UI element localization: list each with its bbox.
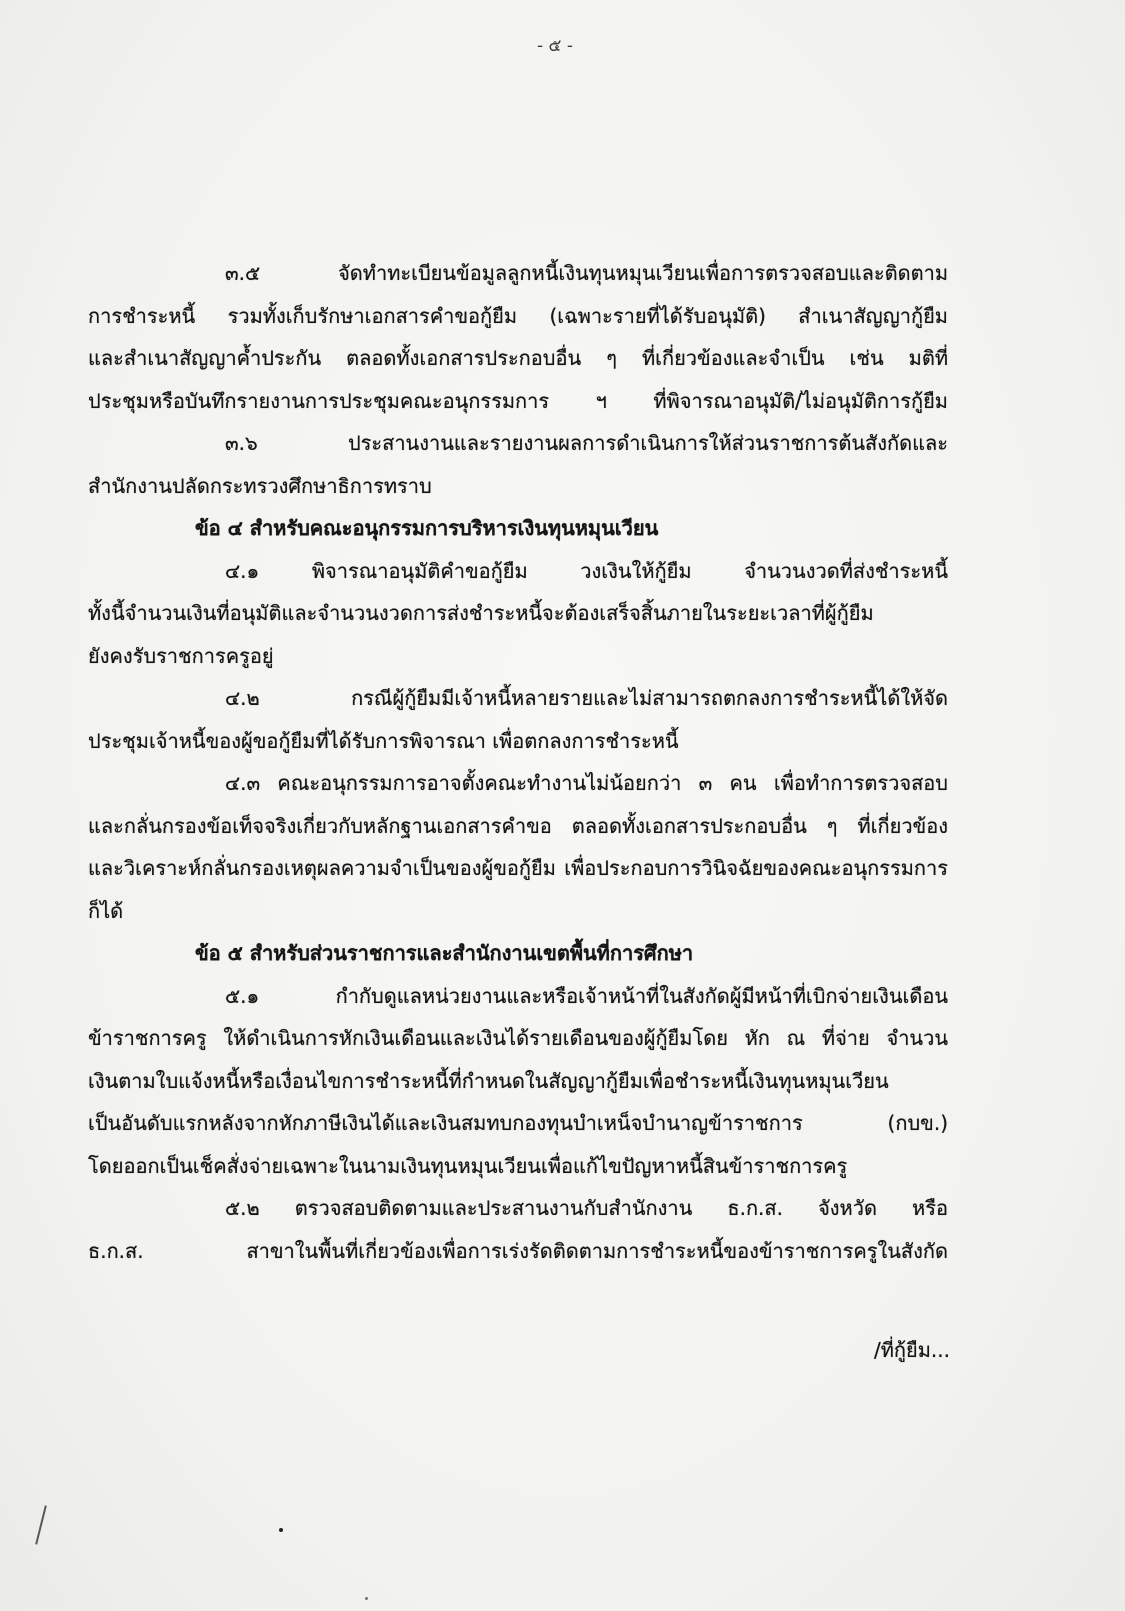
clause-5-1-paragraph	[0, 975, 1125, 1188]
text-line: ทั้งนี้จำนวนเงินที่อนุมัติและจำนวนงวดการส่งชำระหนี้จะต้องเสร็จสิ้นภายในระยะเวลาที่ผู้กู้ยืม	[88, 601, 874, 625]
text-line: ข้าราชการครู ให้ดำเนินการหักเงินเดือนและเงินได้รายเดือนของผู้กู้ยืมโดย หัก ณ ที่จ่าย จำนวน	[88, 1026, 948, 1050]
text-line: และวิเคราะห์กลั่นกรองเหตุผลความจำเป็นของผู้ขอกู้ยืม เพื่อประกอบการวินิจฉัยของคณะอนุกรรมการ	[88, 856, 948, 880]
text-line: ๔.๒ กรณีผู้กู้ยืมมีเจ้าหนี้หลายรายและไม่สามารถตกลงการชำระหนี้ได้ให้จัด	[225, 686, 948, 710]
clause-5-heading: ข้อ ๕ สำหรับส่วนราชการและสำนักงานเขตพื้นที่การศึกษา	[195, 941, 694, 965]
text-line: โดยออกเป็นเช็คสั่งจ่ายเฉพาะในนามเงินทุนหมุนเวียนเพื่อแก้ไขปัญหาหนี้สินข้าราชการครู	[88, 1153, 848, 1178]
clause-4-2-paragraph	[0, 677, 1125, 762]
text-line: ประชุมหรือบันทึกรายงานการประชุมคณะอนุกรรมการ ฯ ที่พิจารณาอนุมัติ/ไม่อนุมัติการกู้ยืม	[88, 388, 948, 413]
text-line: ธ.ก.ส. สาขาในพื้นที่เกี่ยวข้องเพื่อการเร่งรัดติดตามการชำระหนี้ของข้าราชการครูในสังกัด	[88, 1238, 948, 1263]
document-body	[0, 252, 1125, 1272]
text-line: เงินตามใบแจ้งหนี้หรือเงื่อนไขการชำระหนี้ที่กำหนดในสัญญากู้ยืมเพื่อชำระหนี้เงินทุนหมุนเวียน	[88, 1068, 889, 1093]
clause-3-5-paragraph	[0, 252, 1125, 422]
scan-speck	[365, 1597, 368, 1600]
clause-5-2-paragraph	[0, 1187, 1125, 1272]
clause-3-6-paragraph	[0, 422, 1125, 507]
text-line: ๓.๖ ประสานงานและรายงานผลการดำเนินการให้ส่วนราชการต้นสังกัดและ	[225, 431, 948, 455]
text-line: ๔.๑ พิจารณาอนุมัติคำขอกู้ยืม วงเงินให้กู้ยืม จำนวนงวดที่ส่งชำระหนี้	[225, 558, 948, 583]
clause-4-heading: ข้อ ๔ สำหรับคณะอนุกรรมการบริหารเงินทุนหมุนเวียน	[195, 516, 659, 540]
clause-4-3-paragraph	[0, 762, 1125, 932]
scan-mark	[35, 1505, 47, 1544]
text-line: ๔.๓ คณะอนุกรรมการอาจตั้งคณะทำงานไม่น้อยกว่า ๓ คน เพื่อทำการตรวจสอบ	[225, 771, 948, 795]
text-line: ๓.๕ จัดทำทะเบียนข้อมูลลูกหนี้เงินทุนหมุนเวียนเพื่อการตรวจสอบและติดตาม	[225, 261, 948, 285]
text-line: และสำเนาสัญญาค้ำประกัน ตลอดทั้งเอกสารประกอบอื่น ๆ ที่เกี่ยวข้องและจำเป็น เช่น มติที่	[88, 346, 948, 370]
text-line: ๕.๒ ตรวจสอบติดตามและประสานงานกับสำนักงาน ธ.ก.ส. จังหวัด หรือ	[225, 1196, 948, 1220]
text-line: สำนักงานปลัดกระทรวงศึกษาธิการทราบ	[88, 473, 432, 498]
page-number: - ๕ -	[537, 36, 573, 56]
page-continuation-marker: /ที่กู้ยืม...	[873, 1338, 950, 1362]
text-line: เป็นอันดับแรกหลังจากหักภาษีเงินได้และเงินสมทบกองทุนบำเหน็จบำนาญข้าราชการ (กบข.)	[88, 1111, 948, 1135]
clause-4-1-paragraph	[0, 550, 1125, 678]
text-line: ยังคงรับราชการครูอยู่	[88, 643, 274, 668]
text-line: และกลั่นกรองข้อเท็จจริงเกี่ยวกับหลักฐานเอกสารคำขอ ตลอดทั้งเอกสารประกอบอื่น ๆ ที่เกี่ยวข้อง	[88, 813, 948, 838]
text-line: ๕.๑ กำกับดูแลหน่วยงานและหรือเจ้าหน้าที่ในสังกัดผู้มีหน้าที่เบิกจ่ายเงินเดือน	[225, 983, 948, 1008]
text-line: ก็ได้	[88, 898, 124, 923]
text-line: ประชุมเจ้าหนี้ของผู้ขอกู้ยืมที่ได้รับการพิจารณา เพื่อตกลงการชำระหนี้	[88, 728, 679, 753]
text-line: การชำระหนี้ รวมทั้งเก็บรักษาเอกสารคำขอกู้ยืม (เฉพาะรายที่ได้รับอนุมัติ) สำเนาสัญญากู้ยืม	[88, 303, 948, 328]
scan-speck	[279, 1528, 283, 1532]
